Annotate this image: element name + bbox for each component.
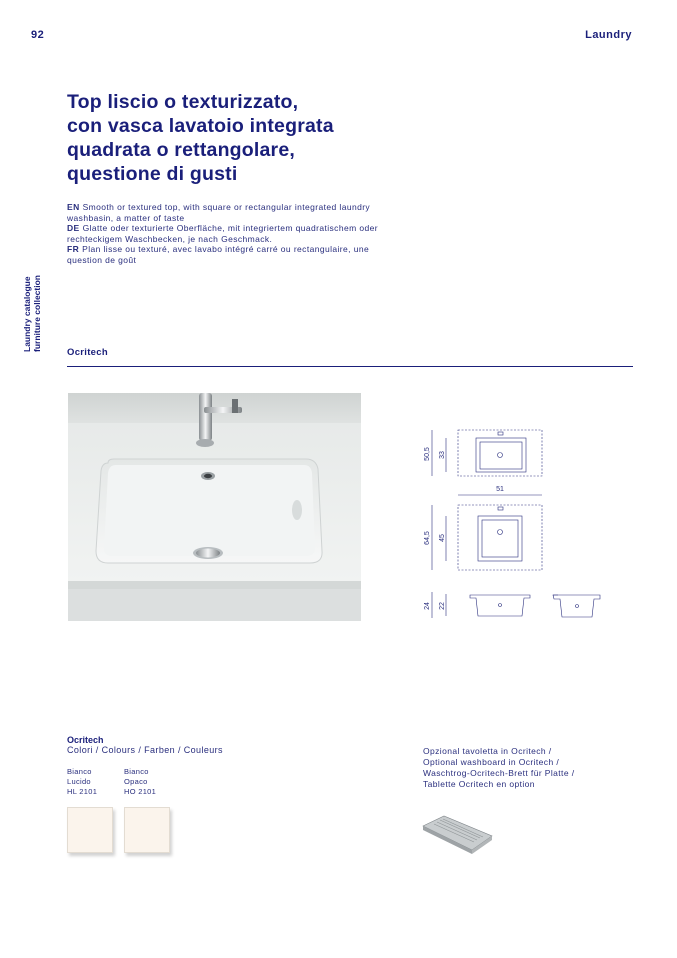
colors-title: Ocritech	[67, 735, 104, 745]
dim-side-inner: 22	[439, 602, 446, 610]
side-view-profile	[548, 590, 608, 622]
headline-line: con vasca lavatoio integrata	[67, 115, 334, 137]
washbasin-illustration	[68, 393, 361, 621]
color-swatch	[67, 807, 113, 853]
dim-width: 51	[496, 486, 504, 493]
section-divider	[67, 366, 633, 367]
swatch-code: HL 2101	[67, 787, 98, 796]
colors-subtitle: Colori / Colours / Farben / Couleurs	[67, 745, 223, 755]
swatch-name: Bianco	[124, 767, 149, 776]
washboard-line: Tablette Ocritech en option	[423, 779, 535, 789]
top-view-small	[432, 430, 542, 476]
headline-line: questione di gusti	[67, 163, 238, 185]
description-block	[67, 202, 397, 265]
swatch-finish: Lucido	[67, 777, 91, 786]
washboard-line: Optional washboard in Ocritech /	[423, 757, 560, 767]
swatch-name: Bianco	[67, 767, 92, 776]
description-de	[67, 223, 397, 244]
technical-drawings	[418, 420, 558, 628]
dim-side-outer: 24	[424, 602, 431, 610]
sidebar-line-2: furniture collection	[32, 275, 42, 352]
washboard-illustration	[420, 808, 495, 858]
swatch-item-1[interactable]	[67, 767, 113, 853]
description-text: Plan lisse ou texturé, avec lavabo intégré carré ou rectangulaire, une question de goût	[67, 244, 370, 265]
swatch-code: HO 2101	[124, 787, 157, 796]
dim-outer-2: 64,5	[424, 531, 431, 545]
description-text: Smooth or textured top, with square or rectangular integrated laundry washbasin, a matter of taste	[67, 202, 371, 223]
sidebar-line-1: Laundry catalogue	[22, 276, 32, 352]
swatch-item-2[interactable]	[124, 767, 170, 853]
washbasin-photo	[68, 393, 361, 621]
catalogue-sidebar-label	[22, 275, 42, 352]
washboard-line: Opzional tavoletta in Ocritech /	[423, 746, 552, 756]
dim-outer-1: 50,5	[424, 447, 431, 461]
product-section-title: Ocritech	[67, 347, 108, 358]
top-view-large	[432, 505, 542, 570]
description-fr	[67, 244, 397, 265]
section-title: Laundry	[585, 29, 632, 41]
swatch-finish: Opaco	[124, 777, 148, 786]
color-swatch	[124, 807, 170, 853]
lang-code: EN	[67, 202, 80, 212]
washboard-caption	[423, 746, 638, 790]
dim-inner-1: 33	[439, 451, 446, 459]
page-number: 92	[31, 29, 45, 41]
description-en	[67, 202, 397, 223]
lang-code: FR	[67, 244, 80, 254]
washboard-line: Waschtrog-Ocritech-Brett für Platte /	[423, 768, 575, 778]
headline-line: quadrata o rettangolare,	[67, 139, 296, 161]
dim-inner-2: 45	[439, 534, 446, 542]
headline-line: Top liscio o texturizzato,	[67, 91, 299, 113]
lang-code: DE	[67, 223, 80, 233]
side-view	[432, 592, 558, 618]
page-headline	[67, 90, 334, 186]
description-text: Glatte oder texturierte Oberfläche, mit integriertem quadratischem oder rechteckigem Waschbecken, je nach Geschmack.	[67, 223, 378, 244]
